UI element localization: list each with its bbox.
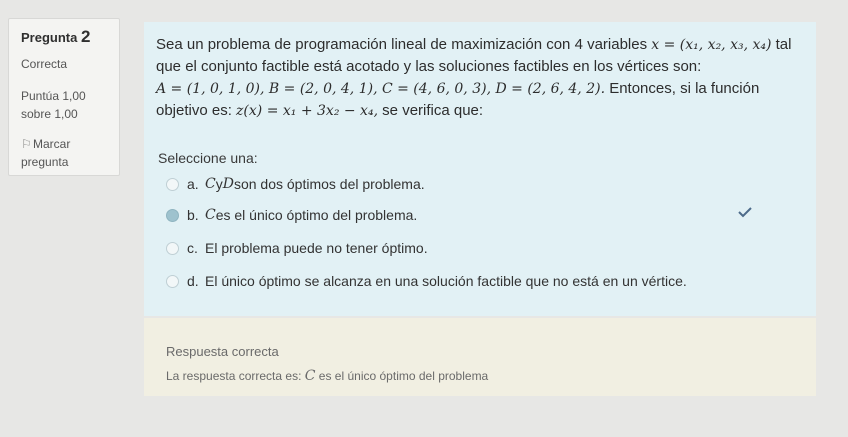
feedback-correct-answer: La respuesta correcta es: C es el único óptimo del problema — [166, 368, 489, 384]
answer-option-d[interactable]: d. El único óptimo se alcanza en una solución factible que no está en un vértice. — [166, 273, 687, 289]
feedback-box — [144, 318, 816, 396]
option-letter: b. — [187, 207, 199, 223]
select-prompt: Seleccione una: — [158, 150, 258, 166]
question-line-2: que el conjunto factible está acotado y las soluciones factibles en los vértices son: — [156, 58, 702, 75]
objective-math: z(x) = x₁ + 3x₂ − x₄, — [236, 103, 379, 119]
question-number-value: 2 — [80, 27, 91, 46]
option-letter: d. — [187, 273, 199, 289]
radio-a[interactable] — [166, 178, 179, 191]
answer-option-a[interactable]: a. C y D son dos óptimos del problema. — [166, 176, 425, 192]
answer-option-c[interactable]: c. El problema puede no tener óptimo. — [166, 240, 428, 256]
flag-line-2: pregunta — [21, 155, 69, 169]
question-line-3: A = (1, 0, 1, 0), B = (2, 0, 4, 1), C = (4, 6, 0, 3), D = (2, 6, 4, 2). Entonces, si la función — [156, 80, 760, 97]
radio-b-selected[interactable] — [166, 209, 179, 222]
question-info-panel — [8, 18, 120, 176]
question-text — [156, 34, 806, 122]
question-state: Correcta — [21, 57, 68, 71]
question-grade — [21, 87, 119, 123]
variables-math: x = (x₁, x₂, x₃, x₄) — [651, 37, 772, 53]
flag-icon: ⚐ — [21, 137, 32, 151]
flag-question-link[interactable] — [21, 135, 119, 171]
answer-option-b[interactable]: b. C es el único óptimo del problema. — [166, 207, 417, 223]
question-content — [144, 22, 816, 316]
question-number — [21, 27, 119, 47]
question-label: Pregunta — [21, 30, 78, 45]
feedback-title: Respuesta correcta — [166, 344, 279, 359]
question-line-4: objetivo es: z(x) = x₁ + 3x₂ − x₄, se verifica que: — [156, 102, 484, 119]
flag-line-1: Marcar — [33, 137, 71, 151]
radio-d[interactable] — [166, 275, 179, 288]
option-letter: c. — [187, 240, 198, 256]
checkmark-icon — [738, 205, 752, 221]
option-letter: a. — [187, 176, 199, 192]
grade-line-1: Puntúa 1,00 — [21, 89, 86, 103]
grade-line-2: sobre 1,00 — [21, 107, 78, 121]
question-line-1: Sea un problema de programación lineal de maximización con 4 variables x = (x₁, x₂, x₃, x₄) tal — [156, 36, 792, 53]
radio-c[interactable] — [166, 242, 179, 255]
vertices-math: A = (1, 0, 1, 0), B = (2, 0, 4, 1), C = (4, 6, 0, 3), D = (2, 6, 4, 2). — [156, 81, 606, 97]
